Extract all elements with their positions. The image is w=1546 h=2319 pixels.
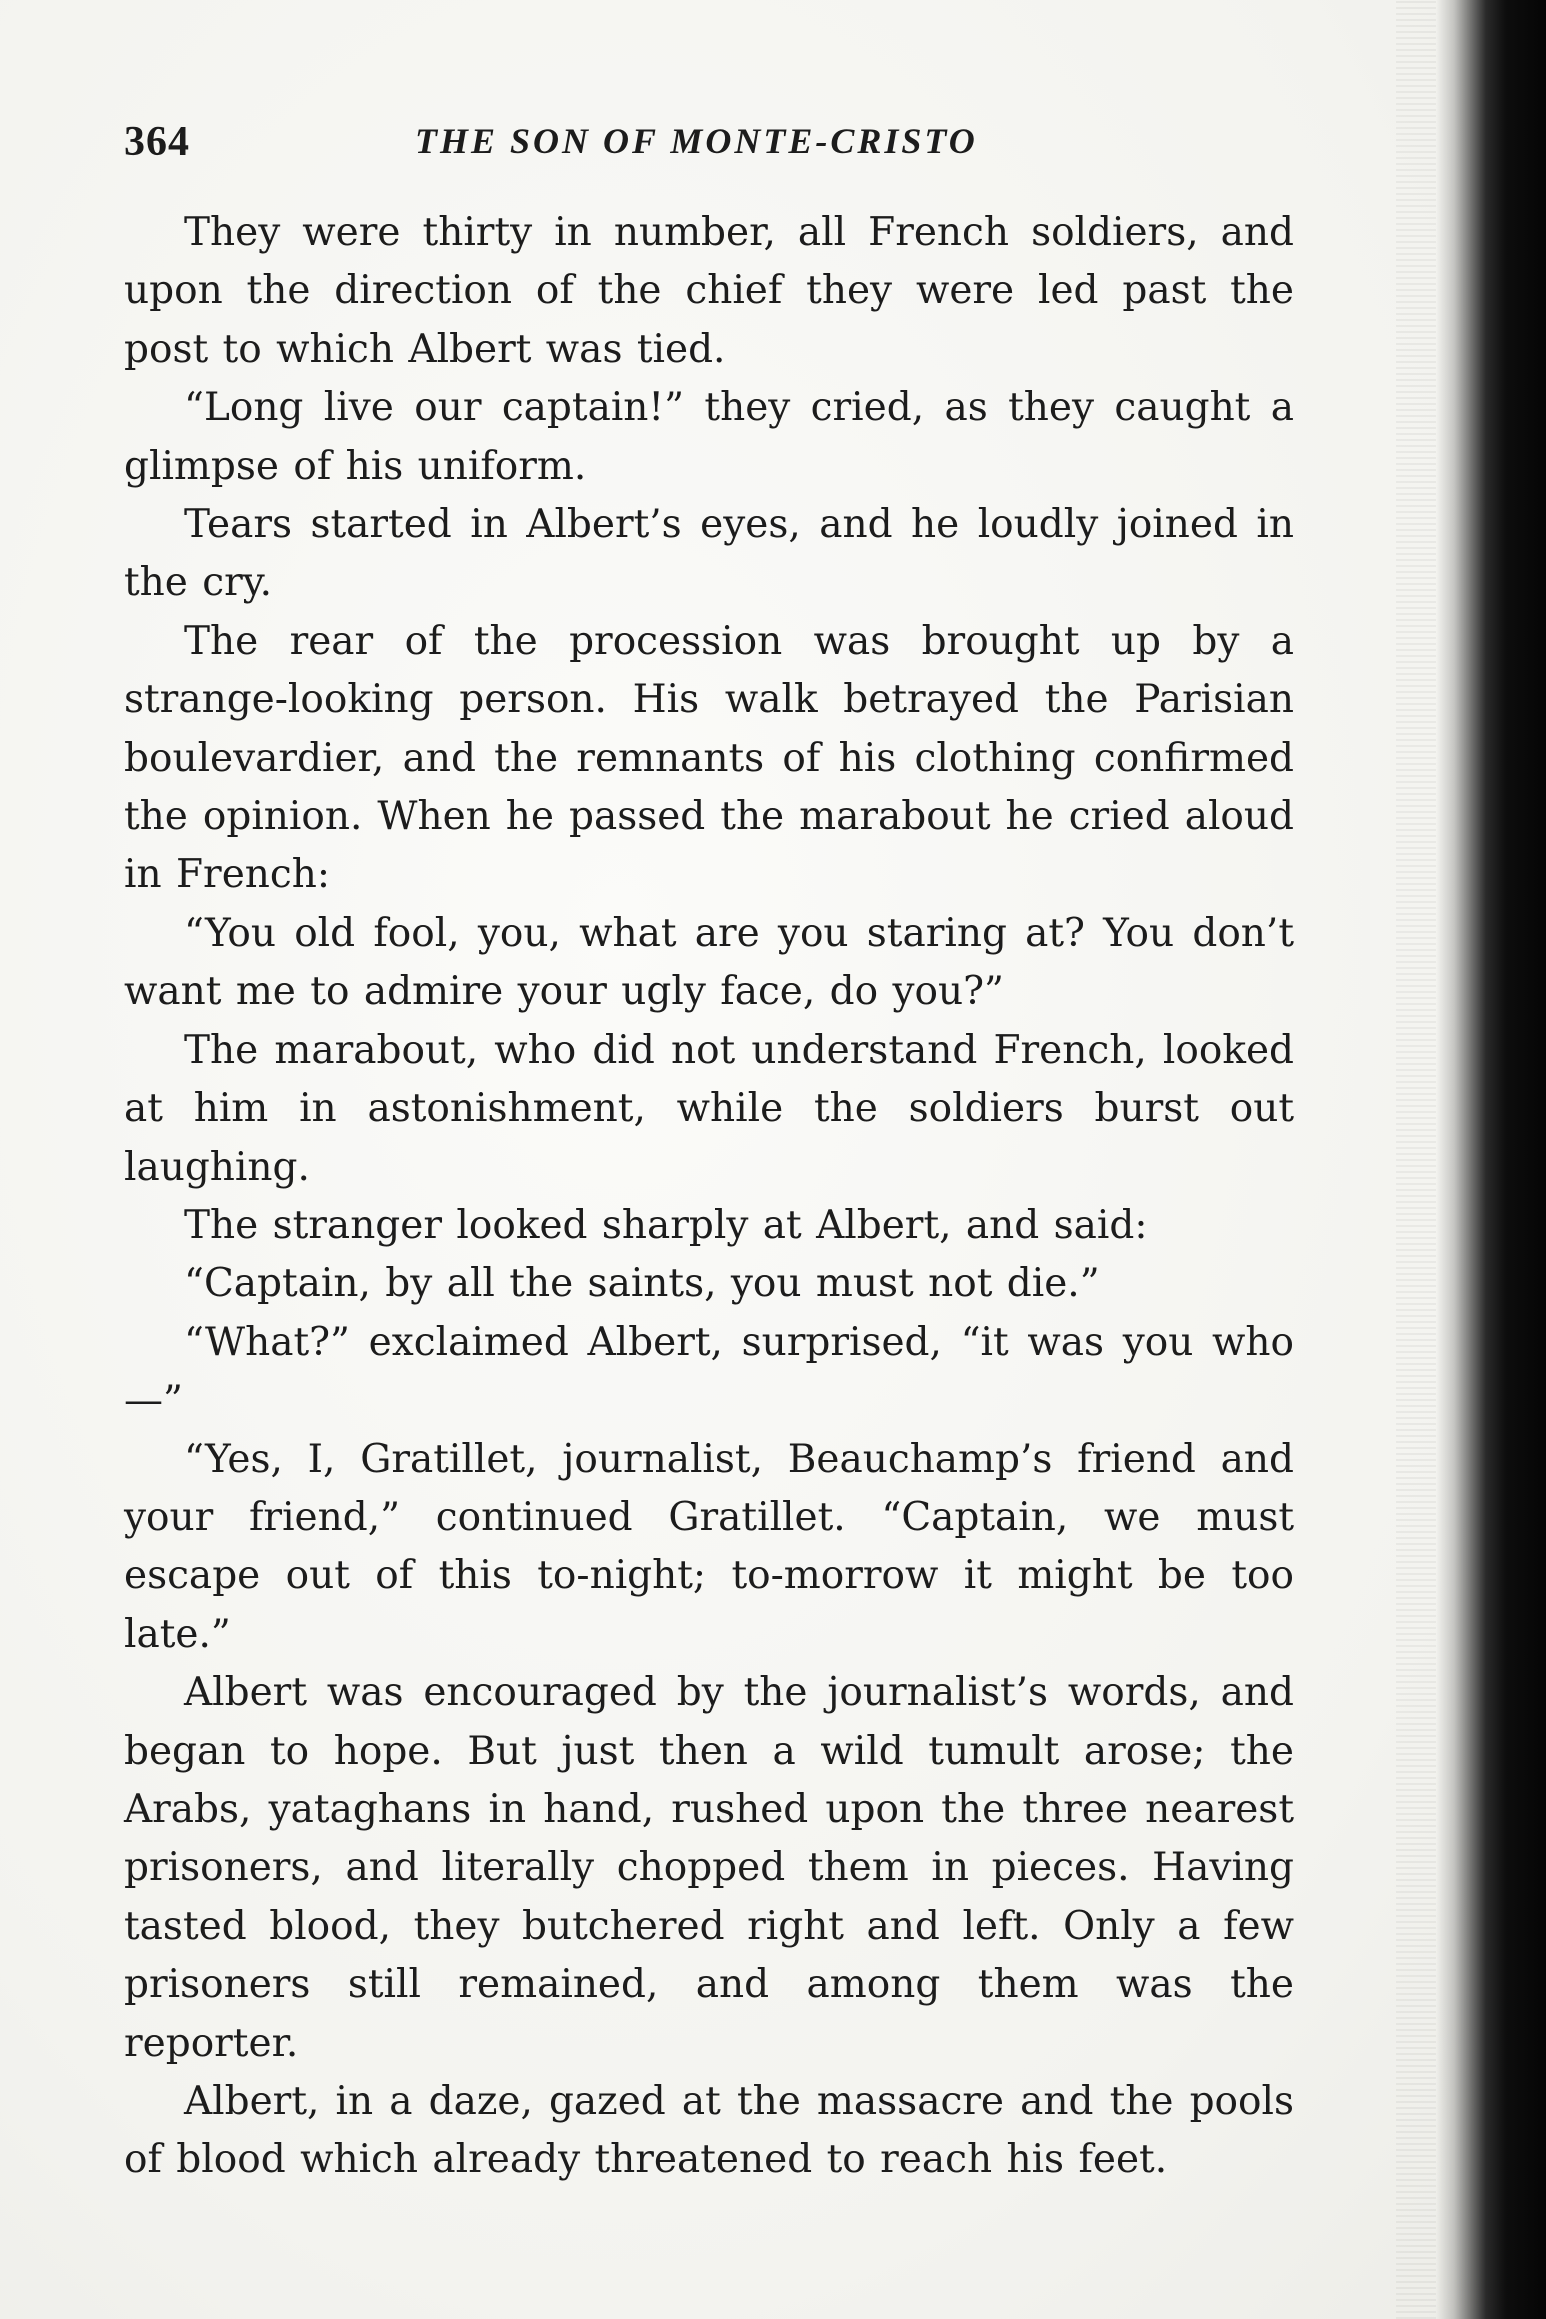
binding-gutter-shadow (1436, 0, 1546, 2319)
paragraph: “You old fool, you, what are you staring at? You don’t want me to admire your ugly face, do you?” (124, 910, 1294, 1015)
paragraph: “Long live our captain!” they cried, as they caught a glimpse of his uniform. (124, 385, 1294, 489)
running-head: THE SON OF MONTE-CRISTO (415, 121, 978, 161)
paragraph: The stranger looked sharply at Albert, and said: (184, 1202, 1148, 1248)
paragraph: Albert was encouraged by the journalist’s words, and began to hope. But just then a wild tumult arose; the Arabs, yataghans in hand, rushed upon the three nearest prisoners, and literally chopped them in pieces. Having tasted blood, they butchered right and left. Only a few prisoners still remained, and among them was the reporter. (124, 1670, 1294, 2066)
paragraph: The rear of the procession was brought up by a strange-looking person. His walk betrayed the Parisian boulevardier, and the remnants of his clothing confirmed the opinion. When he passed the marabout he cried aloud in French: (124, 618, 1294, 898)
paragraph: “What?” exclaimed Albert, surprised, “it was you who—” (124, 1319, 1294, 1424)
paragraph: Albert, in a daze, gazed at the massacre and the pools of blood which already threatened to reach his feet. (124, 2079, 1294, 2183)
page-header (124, 118, 1294, 178)
paragraph: “Yes, I, Gratillet, journalist, Beauchamp’s friend and your friend,” continued Gratillet. “Captain, we must escape out of this to-night; to-morrow it might be too late.” (124, 1436, 1294, 1657)
binding-shadow-speckle (1396, 0, 1436, 2319)
paragraph: “Captain, by all the saints, you must not die.” (184, 1261, 1100, 1307)
page-body-text (124, 204, 1294, 2190)
paragraph: The marabout, who did not understand French, looked at him in astonishment, while the soldiers burst out laughing. (124, 1027, 1294, 1190)
page-number: 364 (124, 119, 190, 165)
paragraph: They were thirty in number, all French soldiers, and upon the direction of the chief they were led past the post to which Albert was tied. (124, 210, 1294, 372)
paragraph: Tears started in Albert’s eyes, and he loudly joined in the cry. (124, 502, 1294, 606)
